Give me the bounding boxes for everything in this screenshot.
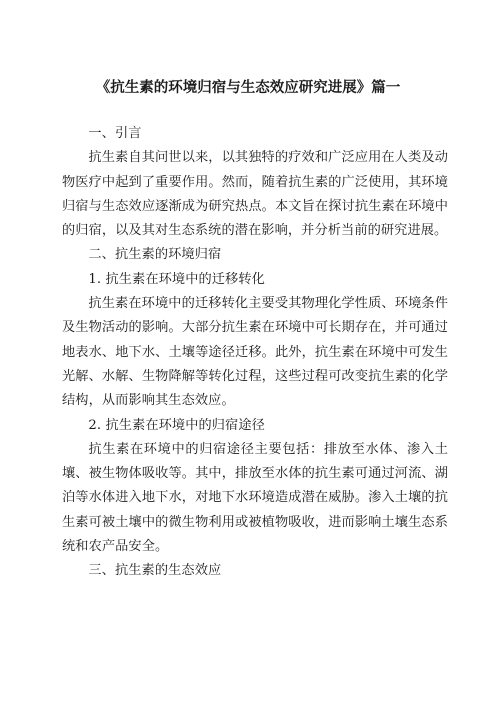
paragraph: 抗生素自其问世以来，以其独特的疗效和广泛应用在人类及动物医疗中起到了重要作用。然而，随着抗生素的广泛使用，其环境归宿与生态效应逐渐成为研究热点。本文旨在探讨抗生素在环境中的归宿，以及其对生态系统的潜在影响，并分析当前的研究进展。 — [62, 150, 448, 239]
document-body — [62, 122, 448, 584]
document-title: 《抗生素的环境归宿与生态效应研究进展》篇一 — [95, 79, 401, 96]
section-heading: 二、抗生素的环境归宿 — [88, 247, 222, 263]
paragraph: 抗生素在环境中的归宿途径主要包括：排放至水体、渗入土壤、被生物体吸收等。其中，排放至水体的抗生素可通过河流、湖泊等水体进入地下水，对地下水环境造成潜在威胁。渗入土壤的抗生素可被土壤中的微生物利用或被植物吸收，进而影响土壤生态系统和农产品安全。 — [62, 441, 448, 555]
subsection-heading: 2. 抗生素在环境中的归宿途径 — [88, 417, 265, 433]
section-heading: 三、抗生素的生态效应 — [88, 563, 222, 579]
subsection-heading: 1. 抗生素在环境中的迁移转化 — [88, 271, 265, 287]
paragraph: 抗生素在环境中的迁移转化主要受其物理化学性质、环境条件及生物活动的影响。大部分抗生素在环境中可长期存在，并可通过地表水、地下水、土壤等途径迁移。此外，抗生素在环境中可发生光解、水解、生物降解等转化过程，这些过程可改变抗生素的化学结构，从而影响其生态效应。 — [62, 296, 448, 409]
section-heading: 一、引言 — [88, 126, 142, 141]
